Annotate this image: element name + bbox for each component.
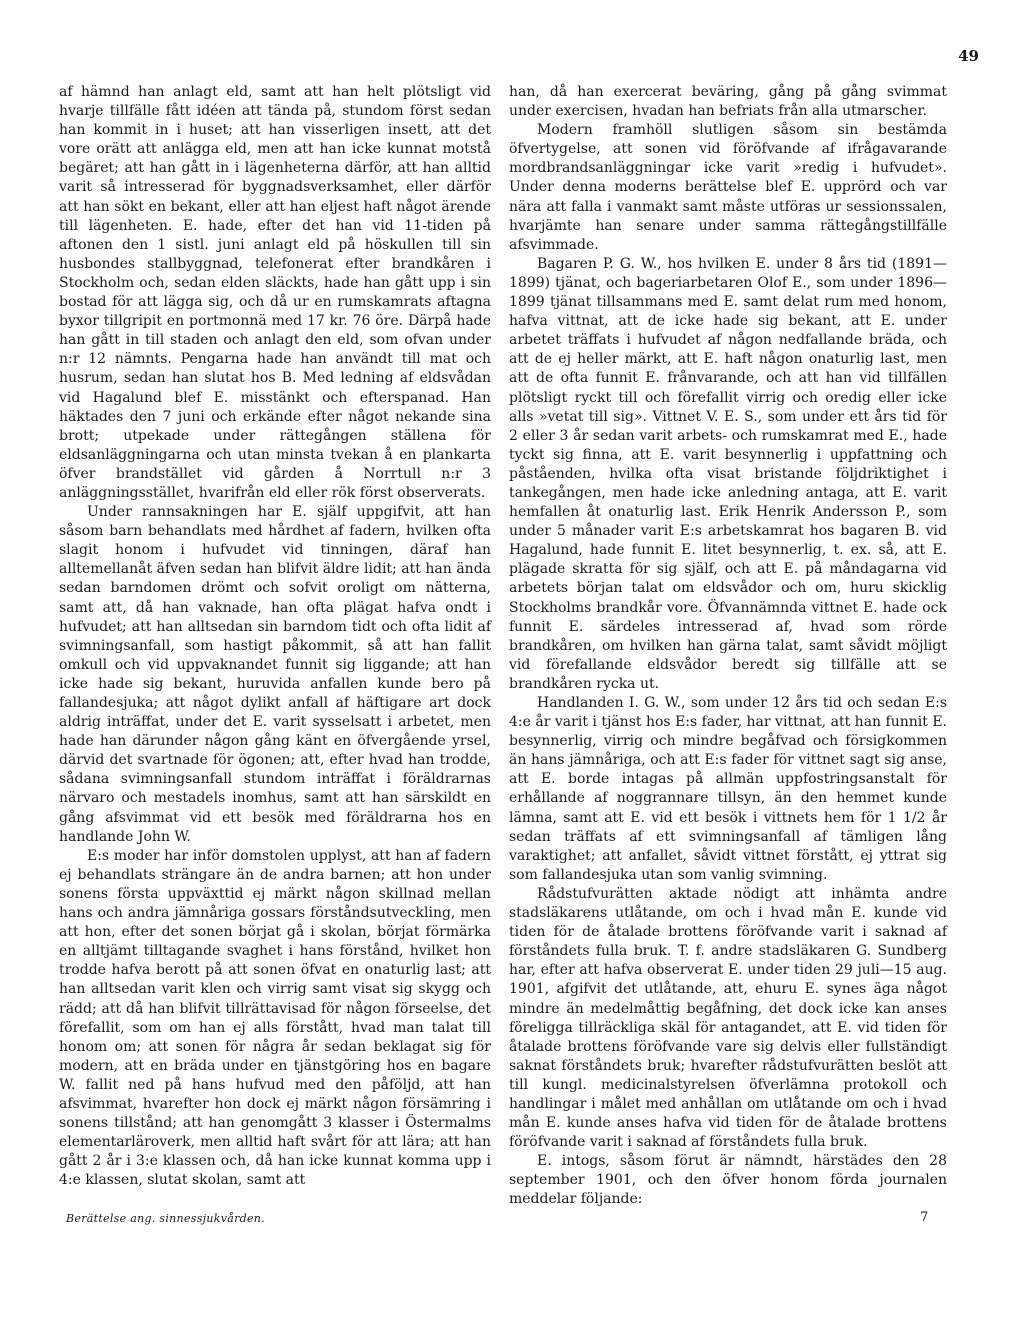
paragraph: Modern framhöll slutligen såsom sin bestämda öfvertygelse, att sonen vid föröfvande af ifrågavarande mordbrandsanläggningar icke varit »redig i hufvudet». Under denna moderns berättelse blef E. upprörd och var nära att falla i vanmakt samt måste utföras ur sessionssalen, hvarjämte han senare under samma rättegångstillfälle afsvimmade.	[509, 122, 947, 253]
footer-note: Berättelse ang. sinnessjukvården.	[66, 1212, 265, 1225]
signature-mark: 7	[920, 1210, 929, 1225]
paragraph: Handlanden I. G. W., som under 12 års tid och sedan E:s 4:e år varit i tjänst hos E:s fader, har vittnat, att han funnit E. besynnerlig, virrig och mindre begåfvad och försigkommen än hans jämnåriga, och att E:s fader för vittnet sagt sig anse, att E. borde intagas på allmän uppfostringsanstalt för erhållande af noggrannare tillsyn, än den hemmet kunde lämna, samt att E. vid ett besök i vittnets hem för 1 1/2 år sedan träffats af ett svimningsanfall af tämligen lång varaktighet; att anfallet, såvidt vittnet förstått, ej yttrat sig som fallandesjuka utan som vanlig svimning.	[509, 695, 947, 883]
paragraph: han, då han exercerat beväring, gång på gång svimmat under exercisen, hvadan han befriats från alla utmarscher.	[509, 84, 947, 120]
paragraph: E:s moder har inför domstolen upplyst, att han af fadern ej behandlats strängare än de andra barnen; att hon under sonens första uppväxttid ej märkt någon skillnad mellan hans och andra jämnåriga gossars förståndsutveckling, men att hon, efter det sonen börjat gå i skolan, börjat förmärka en alltjämt tilltagande svaghet i hans förstånd, hvilket hon trodde hafva berott på att sonen öfvat en onaturlig last; att han alltsedan varit klen och virrig samt visat sig skygg och rädd; att då han blifvit tillrättavisad för någon förseelse, det förefallit, som om han ej alls förstått, hvad man talat till honom om; att sonen för några år sedan beklagat sig för modern, att en bräda under en tjänstgöring hos en bagare W. fallit ned på hans hufvud med den påföljd, att han afsvimmat, hvarefter hon dock ej märkt någon försämring i sonens tillstånd; att han genomgått 3 klasser i Östermalms elementarläroverk, men alltid haft svårt för att lära; att han gått 2 år i 3:e klassen och, då han icke kunnat komma upp i 4:e klassen, slutat skolan, samt att	[59, 847, 491, 1189]
paragraph: Bagaren P. G. W., hos hvilken E. under 8 års tid (1891—1899) tjänat, och bageriarbetaren Olof E., som under 1896—1899 tjänat tillsammans med E. samt delat rum med honom, hafva vittnat, att de icke hade sig bekant, att E. under arbetet träffats i hufvudet af någon nedfallande bräda, och att de ej heller märkt, att E. haft någon onaturlig last, men att de ofta funnit E. frånvarande, och att han vid tillfällen plötsligt ryckt till och förefallit virrig och oredig eller icke alls »vetat till sig». Vittnet V. E. S., som under ett års tid för 2 eller 3 år sedan varit arbets- och rumskamrat med E., hade tyckt sig finna, att E. varit besynnerlig i uppfattning och påståenden, hvilka ofta visat bristande följdriktighet i tankegången, men hade icke anledning antaga, att E. varit hemfallen åt onaturlig last. Erik Henrik Andersson P., som under 5 månader varit E:s arbetskamrat hos bagaren B. vid Hagalund, hade funnit E. litet besynnerlig, t. ex. så, att E. plägade skratta för sig själf, och att E. på måndagarna vid arbetets början talat om eldsvådor och om, huru skicklig Stockholms brandkår vore. Öfvannämnda vittnet E. hade ock funnit E. särdeles intresserad af, hvad som rörde brandkåren, om hvilken han gärna talat, samt såvidt möjligt vid förefallande eldsvådor beredt sig tillfälle att se brandkåren rycka ut.	[509, 255, 947, 692]
right-text-column	[509, 83, 947, 1210]
left-text-column	[59, 83, 491, 1190]
paragraph: Rådstufvurätten aktade nödigt att inhämta andre stadsläkarens utlåtande, om och i hvad mån E. kunde vid tiden för de åtalade brottens föröfvande varit i saknad af förståndets fulla bruk. T. f. andre stadsläkaren G. Sundberg har, efter att hafva observerat E. under tiden 29 juli—15 aug. 1901, afgifvit det utlåtande, att, ehuru E. synes äga något mindre än medelmåttig begåfning, det dock icke kan anses föreligga tillräckliga skäl för antagandet, att E. vid tiden för åtalade brottens föröfvande vare sig delvis eller fullständigt saknat förståndets bruk; hvarefter rådstufvurätten beslöt att till kungl. medicinalstyrelsen öfverlämna protokoll och handlingar i målet med anhållan om utlåtande om och i hvad mån E. kunde anses hafva vid tiden för de åtalade brottens föröfvande varit i saknad af förståndets fulla bruk.	[509, 885, 947, 1151]
paragraph: Under rannsakningen har E. själf uppgifvit, att han såsom barn behandlats med hårdhet af fadern, hvilken ofta slagit honom i hufvudet vid tinningen, däraf han alltemellanåt äfven sedan han blifvit äldre lidit; att han ända sedan barndomen drömt och sofvit oroligt om nätterna, samt att, då han vaknade, han ofta plägat hafva ondt i hufvudet; att han alltsedan sin barndom tidt och ofta lidit af svimningsanfall, som hastigt påkommit, så att han fallit omkull och vid uppvaknandet funnit sig liggande; att han icke hade sig bekant, huruvida anfallen kunde bero på fallandesjuka; att något dylikt anfall af häftigare art dock aldrig inträffat, under det E. varit sysselsatt i arbetet, men hade han därunder någon gång känt en öfvergående yrsel, därvid det svartnade för ögonen; att, efter hvad han trodde, sådana svimningsanfall stundom inträffat i föräldrarnas närvaro och mestadels inomhus, samt att han särskildt en gång afsvimmat vid ett besök med föräldrarna hos en handlande John W.	[59, 504, 491, 845]
paragraph: af hämnd han anlagt eld, samt att han helt plötsligt vid hvarje tillfälle fått idéen att tända på, stundom först sedan han kommit in i huset; att han visserligen insett, att det vore orätt att anlägga eld, men att han icke kunnat motstå begäret; att han gått in i lägenheterna därför, att han alltid varit så intresserad för byggnadsverksamhet, eller därför att han sökt en bekant, eller att han eljest haft något ärende till lägenheten. E. hade, efter det han vid 11-tiden på aftonen den 1 sistl. juni anlagt eld på höskullen till sin husbondes stallbyggnad, telefonerat efter brandkåren i Stockholm och, sedan elden släckts, hade han gått upp i sin bostad för att lägga sig, och då ur en rumskamrats aftagna byxor tillgripit en portmonnä med 17 kr. 76 öre. Därpå hade han gått in till staden och anlagt den eld, som ofvan under n:r 12 nämnts. Pengarna hade han användt till mat och husrum, sedan han slutat hos B. Med ledning af eldsvådan vid Hagalund blef E. misstänkt och efterspanad. Han häktades den 7 juni och erkände efter något nekande sina brott; utpekade under rättegången ställena för eldsanläggningarna och utan minsta tvekan å en plankarta öfver brandstället vid gården å Norrtull n:r 3 anläggningsstället, hvarifrån eld eller rök först observerats.	[59, 84, 491, 501]
page-number: 49	[958, 47, 979, 65]
paragraph: E. intogs, såsom förut är nämndt, härstädes den 28 september 1901, och den öfver honom förda journalen meddelar följande:	[509, 1153, 947, 1208]
